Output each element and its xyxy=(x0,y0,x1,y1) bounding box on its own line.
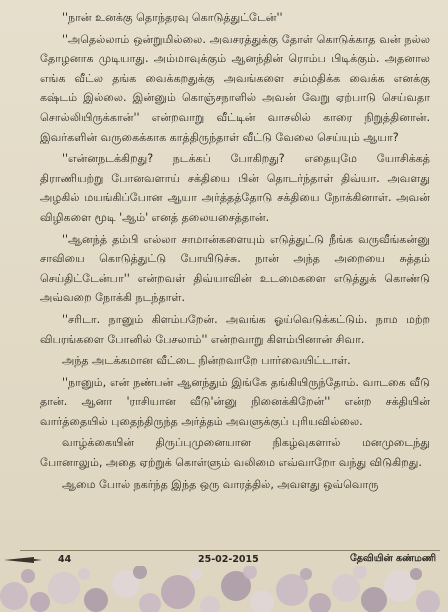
decorative-dot xyxy=(200,596,220,612)
paragraph-1: ''நான் உனக்கு தொந்தரவு கொடுத்துட்டேன்'' xyxy=(62,11,283,24)
decorative-dot xyxy=(84,588,108,612)
decorative-dot xyxy=(0,582,28,610)
decorative-dot xyxy=(410,568,422,580)
paragraph-5: ''சரிடா. நானும் கிளம்பறேன். அவங்க ஓய்வெடுக்கட்டும். நாம மற்ற விபரங்களை போனில் பேசலாம்'' என்றவாறு கிளம்பினான் சிவா. xyxy=(40,312,430,346)
decorative-dot xyxy=(353,566,367,579)
arrow-decoration-icon xyxy=(4,556,44,564)
dot-pattern-decoration xyxy=(0,566,448,612)
paragraph-8: வாழ்க்கையின் திருப்புமுனையான நிகழ்வுகளால் மனமுடைந்து போனாலும், அதை ஏற்றுக் கொள்ளும் வலிமை எவ்வாறோ வந்து விடுகிறது. xyxy=(40,436,430,470)
paragraph-9: ஆமை போல் நகர்ந்த இந்த ஒரு வாரத்தில், அவளது ஒவ்வொரு xyxy=(62,477,379,491)
paragraph-7: ''நானும், என் நண்பன் ஆனந்தும் இங்கே தங்கியிருந்தோம். வாடகை வீடு தான். ஆனா 'ராசியான வீடு'ன்னு நினைக்கிறேன்'' என்ற சக்தியின் வார்த்தையில் புதைந்திருந்த அர்த்தம் அவளுக்குப் புரியவில்லை. xyxy=(40,375,430,428)
decorative-dot xyxy=(78,568,90,580)
paragraph-3: ''என்னநடக்கிறது? நடக்கப் போகிறது? எதையுமே யோசிக்கத் திராணியற்று போனவளாய் சக்தியை பின் தொடர்ந்தாள் திவ்யா. அவளது அழகில் மயங்கிப்போன ஆயா அர்த்தத்தோடு சக்தியை நோக்கினாள். அவன் விழிகளை மூடி 'ஆம்' எனத் தலையசைத்தான். xyxy=(40,152,430,224)
footer-divider xyxy=(20,550,440,551)
decorative-dot xyxy=(30,592,50,612)
decorative-dot xyxy=(250,590,274,612)
decorative-dot xyxy=(139,593,161,612)
decorative-dot xyxy=(309,593,331,612)
magazine-name: தேவியின் கண்மணி xyxy=(350,553,436,564)
decorative-dot xyxy=(161,575,195,609)
decorative-dot xyxy=(21,569,35,583)
decorative-dot xyxy=(48,572,80,604)
story-text xyxy=(40,8,430,496)
paragraph-2: ''அதெல்லாம் ஒன்றுமில்லை. அவசரத்துக்கு தோள் கொடுக்காத வன் நல்ல தோழனாக முடியாது. அம்மாவுக்கும் ஆனந்தின் ரொம்ப பிடிக்கும். அதனால எங்க வீட்ல தங்க வைக்கறதுக்கு அவங்களை சம்மதிக்க வைக்க எனக்கு கஷ்டம் இல்லை. இன்னும் கொஞ்சநாளில் அவன் வேறு ஏற்பாடு செய்வதா சொல்லியிருக்கான்'' என்றவாறு வீட்டின் வாசலில் காரை நிறுத்தினான். இவர்களின் வருகைக்காக காத்திருந்தாள் வீட்டு வேலை செய்யும் ஆயா? xyxy=(40,32,430,144)
paragraph-4: ''ஆனந்த் தம்பி எல்லா சாமான்களையும் எடுத்துட்டு நீங்க வருவீங்கன்னு சாவியை கொடுத்துட்டு போயிடுச்சு. நான் அந்த அறையை சுத்தம் செய்திட்டேன்பா'' என்றவள் திவ்யாவின் உடமைகளை எடுத்துக் கொண்டு அவ்வறை நோக்கி நடந்தாள். xyxy=(40,232,430,305)
decorative-dot xyxy=(361,587,387,612)
decorative-dot xyxy=(416,590,440,612)
issue-date: 25-02-2015 xyxy=(198,554,259,565)
decorative-dot xyxy=(190,568,202,580)
decorative-dot xyxy=(300,568,312,580)
page-number: 44 xyxy=(58,554,72,565)
decorative-dot xyxy=(332,574,360,602)
paragraph-6: அந்த அடக்கமான வீட்டை நின்றவாறே பார்வையிட்டாள். xyxy=(62,354,351,368)
